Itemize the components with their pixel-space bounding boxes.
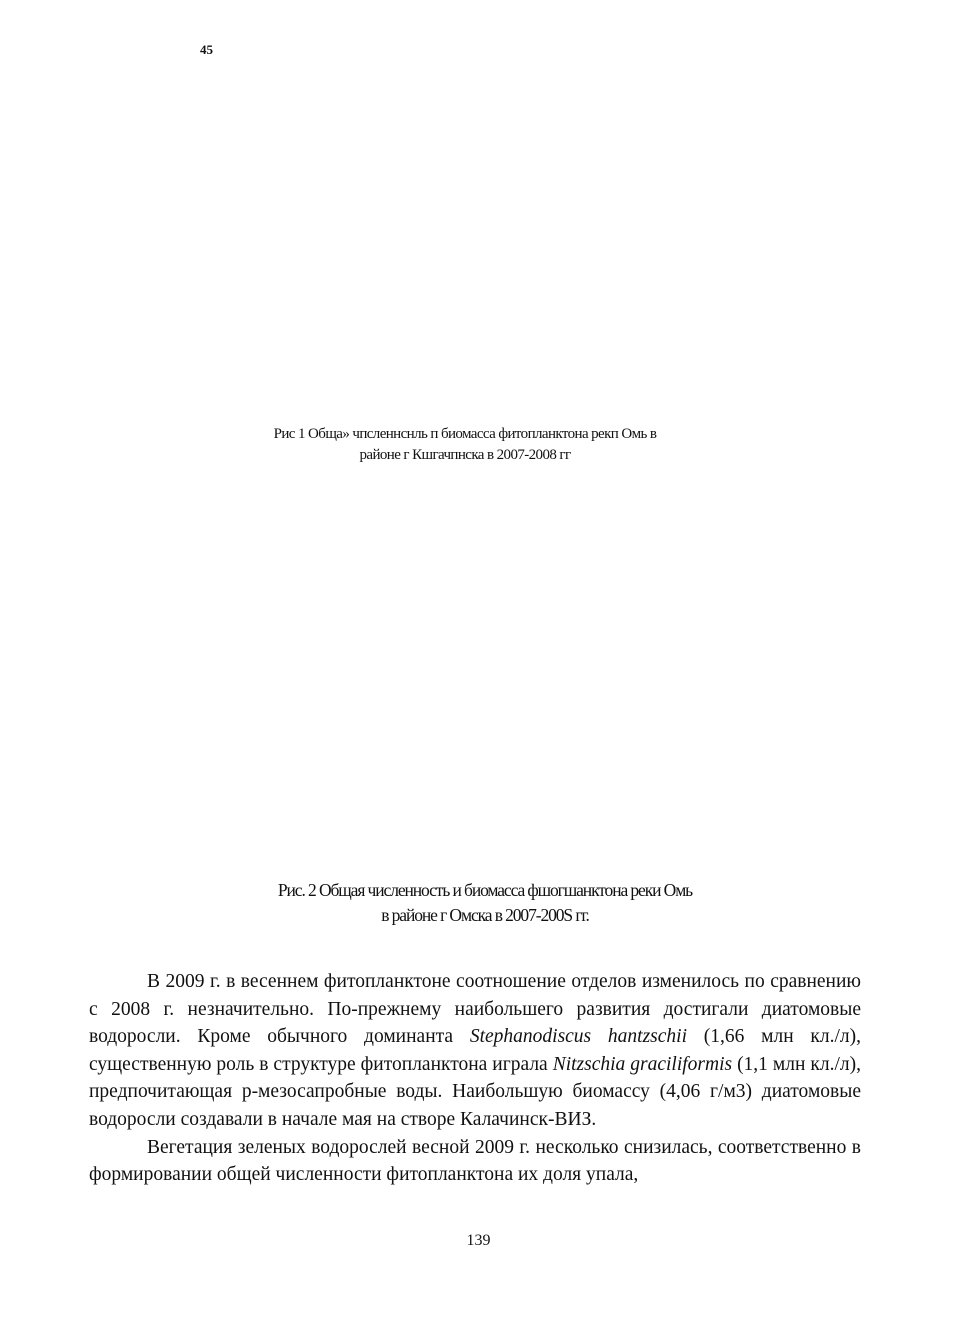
figure-2-caption-line-2: в районе г Омска в 2007-200S гг.	[381, 905, 589, 925]
figure-1-caption-line-1: Рис 1 Обща» чпсленнснль п биомасса фитопланктона рекп Омь в	[273, 426, 657, 442]
paragraph-2: Вегетация зеленых водорослей весной 2009 г. несколько снизилась, соответственно в формировании общей численности фитопланктона их доля упала,	[89, 1136, 861, 1186]
paragraph-1	[89, 968, 861, 1134]
paragraph-1-text-3: (1,1 млн кл./л), предпочитающая р-мезосапробные воды. Наибольшую биомассу (4,06 г/м3) диатомовые водоросли создавали в начале мая на створе Калачинск-ВИЗ.	[89, 1053, 861, 1130]
figure-2-caption-line-1: Рис. 2 Общая численность и биомасса фшогшанктона реки Омь	[277, 880, 693, 900]
body-text	[89, 968, 861, 1189]
page-number: 139	[466, 1232, 491, 1249]
corner-number: 45	[200, 42, 213, 57]
paragraph-1-text-1: В 2009 г. в весеннем фитопланктоне соотношение отделов изменилось по сравнению с 2008 г. незначительно. По-прежнему наибольшего развития достигали диатомовые водоросли. Кроме обычного доминанта	[89, 971, 861, 1048]
figure-2-caption	[140, 878, 830, 928]
paragraph-1-text-2: (1,66 млн кл./л), существенную роль в структуре фитопланктона играла	[89, 1026, 861, 1075]
species-name-nitzschia: Nitzschia graciliformis	[552, 1053, 733, 1075]
figure-1-caption	[140, 424, 790, 466]
figure-1-caption-line-2: районе г Кшгачпнска в 2007-2008 гг	[359, 447, 571, 463]
species-name-stephanodiscus: Stephanodiscus hantzschii	[469, 1026, 687, 1048]
